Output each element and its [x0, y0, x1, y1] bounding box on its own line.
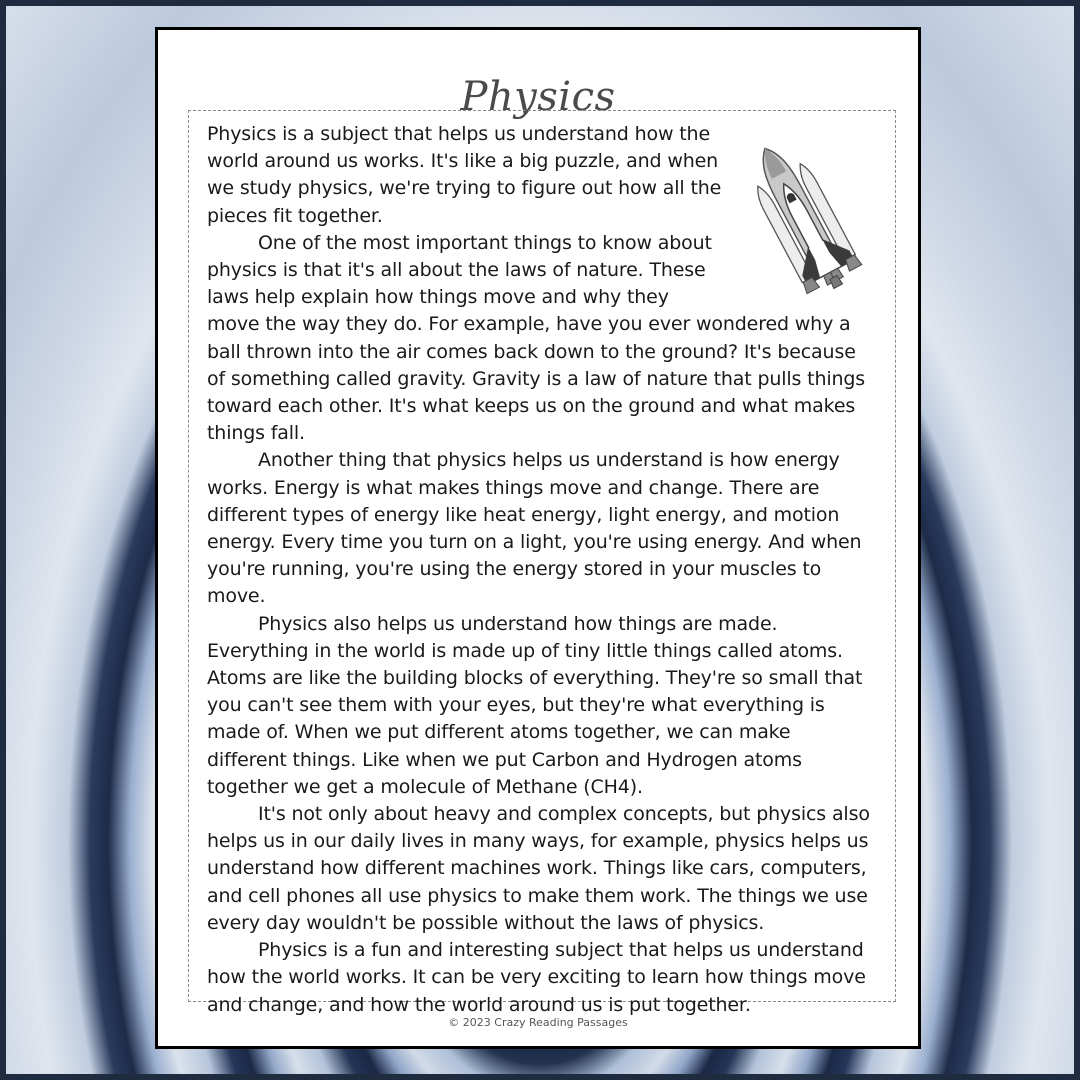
worksheet-page: [155, 27, 921, 1049]
page-title: Physics: [460, 74, 616, 120]
paragraph-3: Another thing that physics helps us understand is how energy works. Energy is what makes things move and change. There are different types of energy like heat energy, light energy, and motion energy. Every time you turn on a light, you're using energy. And when you're running, you're using the energy stored in your muscles to move.: [207, 449, 862, 608]
copyright-footer: © 2023 Crazy Reading Passages: [448, 1016, 628, 1029]
paragraph-6: Physics is a fun and interesting subject that helps us understand how the world works. It can be very exciting to learn how things move and change, and how the world around us is put together.: [207, 939, 866, 1016]
reading-passage: [207, 121, 871, 1019]
paragraph-1: Physics is a subject that helps us understand how the world around us works. It's like a big puzzle, and when we study physics, we're trying to figure out how all the pieces fit together.: [207, 123, 722, 227]
paragraph-4: Physics also helps us understand how things are made. Everything in the world is made up of tiny little things called atoms. Atoms are like the building blocks of everything. They're so small that you can't see them with your eyes, but they're what everything is made of. When we put different atoms together, we can make different things. Like when we put Carbon and Hydrogen atoms together we get a molecule of Methane (CH4).: [207, 612, 863, 798]
paragraph-2: One of the most important things to know about physics is that it's all about the laws of nature. These laws help explain how things move and why they move the way they do. For example, have you ever wondered why a ball thrown into the air comes back down to the ground? It's because of something called gravity. Gravity is a law of nature that pulls things toward each other. It's what keeps us on the ground and what makes things fall.: [207, 231, 866, 445]
passage-box: [188, 110, 896, 1016]
paragraph-5: It's not only about heavy and complex concepts, but physics also helps us in our daily lives in many ways, for example, physics helps us understand how different machines work. Things like cars, computers, and cell phones all use physics to make them work. The things we use every day wouldn't be possible without the laws of physics.: [207, 803, 870, 934]
space-shuttle-icon: [731, 127, 881, 303]
